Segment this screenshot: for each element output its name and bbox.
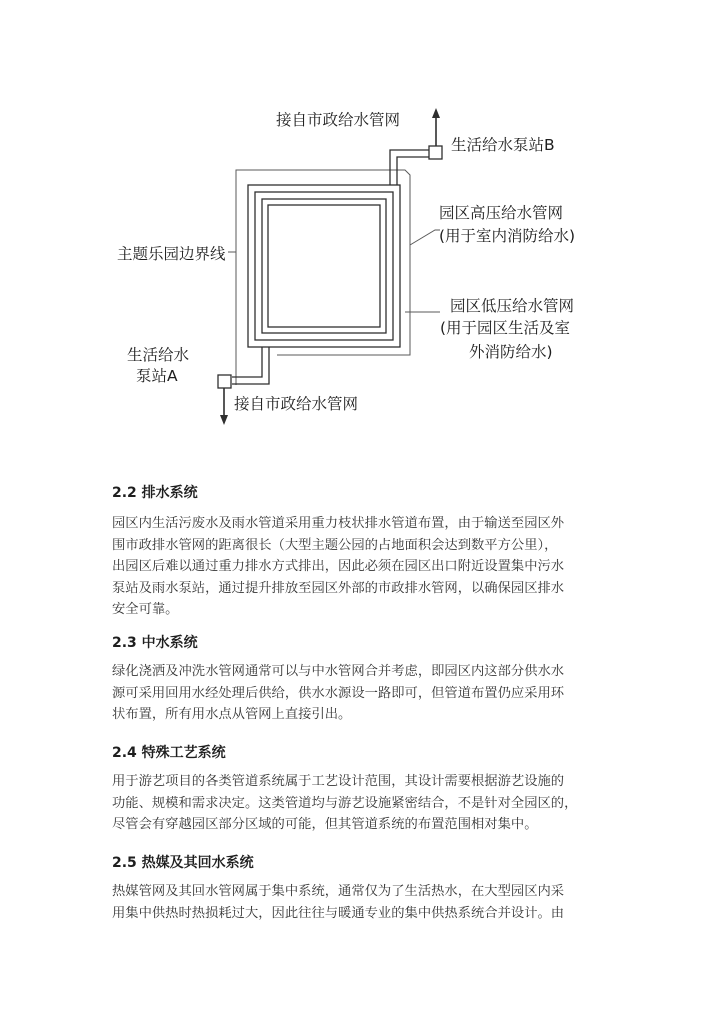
label-boundary: 主题乐园边界线 <box>117 245 226 263</box>
paragraph-line: 源可采用回用水经处理后供给，供水水源设一路即可，但管道布置仍应采用环 <box>112 685 565 701</box>
water-supply-network-diagram <box>0 0 724 460</box>
pipe-pump-b-connection-2 <box>397 157 429 185</box>
paragraph-line: 安全可靠。 <box>112 602 179 618</box>
paragraph-line: 泵站及雨水泵站，通过提升排放至园区外部的市政排水管网，以确保园区排水 <box>112 580 565 596</box>
high-pressure-leader-line <box>410 230 440 245</box>
section-2-3-body <box>112 661 612 726</box>
section-2-2-body <box>112 513 612 621</box>
label-low-pressure-1: 园区低压给水管网 <box>450 297 575 315</box>
section-2-5-body <box>112 881 612 924</box>
label-high-pressure-1: 园区高压给水管网 <box>439 204 564 222</box>
label-high-pressure-2: (用于室内消防给水) <box>439 227 576 245</box>
high-pressure-ring-inner <box>255 192 393 340</box>
pump-station-a-box <box>218 375 231 388</box>
low-pressure-ring-inner <box>268 205 380 327</box>
pump-station-b-box <box>429 146 442 159</box>
label-pump-b: 生活给水泵站B <box>451 136 555 154</box>
paragraph-line: 功能、规模和需求决定。这类管道均与游艺设施紧密结合，不是针对全园区的， <box>112 795 578 811</box>
section-2-3-title: 2.3 中水系统 <box>112 635 198 651</box>
city-main-inlet-top-arrow <box>432 108 440 118</box>
section-2-4-body <box>112 771 612 836</box>
paragraph-line: 出园区后难以通过重力排水方式排出，因此必须在园区出口附近设置集中污水 <box>112 559 565 575</box>
pipe-pump-a-connection-2 <box>232 347 269 384</box>
label-low-pressure-2: (用于园区生活及室 <box>440 319 571 337</box>
label-low-pressure-3: 外消防给水) <box>469 343 553 361</box>
low-pressure-ring-outer <box>262 199 386 333</box>
paragraph-line: 热媒管网及其回水管网属于集中系统，通常仅为了生活热水，在大型园区内采 <box>112 884 565 899</box>
city-main-inlet-bottom-arrow <box>220 415 228 425</box>
paragraph-line: 状布置，所有用水点从管网上直接引出。 <box>112 707 352 723</box>
high-pressure-ring-outer <box>248 185 400 347</box>
paragraph-line: 园区内生活污废水及雨水管道采用重力枝状排水管道布置，由于输送至园区外 <box>112 516 565 531</box>
label-source-top: 接自市政给水管网 <box>276 111 401 129</box>
paragraph-line: 用于游艺项目的各类管道系统属于工艺设计范围，其设计需要根据游艺设施的 <box>112 774 565 789</box>
section-2-5-title: 2.5 热媒及其回水系统 <box>112 855 254 871</box>
section-2-2-title: 2.2 排水系统 <box>112 485 198 501</box>
paragraph-line: 用集中供热时热损耗过大，因此往往与暖通专业的集中供热系统合并设计。由 <box>112 905 565 921</box>
paragraph-line: 绿化浇洒及冲洗水管网通常可以与中水管网合并考虑，即园区内这部分供水水 <box>112 664 565 679</box>
label-pump-a-1: 生活给水 <box>127 346 190 364</box>
label-pump-a-2: 泵站A <box>136 367 178 385</box>
section-2-4-title: 2.4 特殊工艺系统 <box>112 745 226 761</box>
paragraph-line: 围市政排水管网的距离很长（大型主题公园的占地面积会达到数平方公里）， <box>112 537 558 553</box>
label-source-bottom: 接自市政给水管网 <box>234 395 359 413</box>
paragraph-line: 尽管会有穿越园区部分区域的可能，但其管道系统的布置范围相对集中。 <box>112 817 538 833</box>
